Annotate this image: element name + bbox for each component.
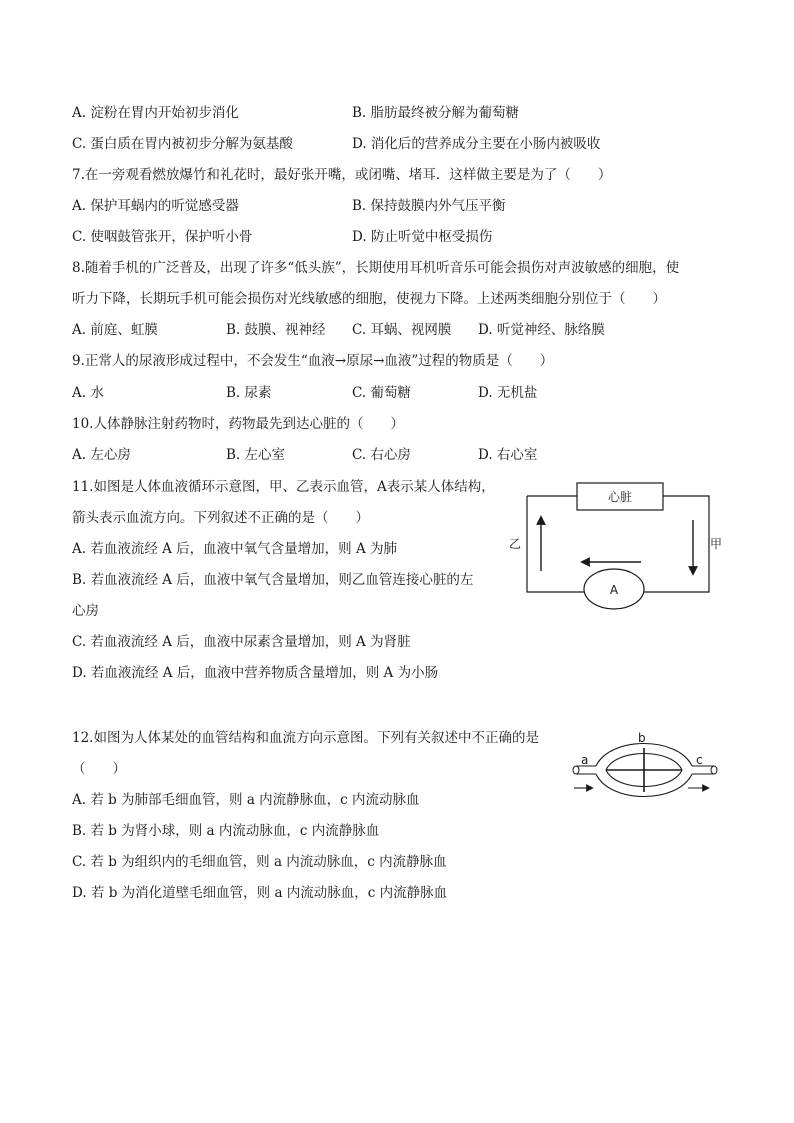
q9-option-c: C. 葡萄糖 bbox=[352, 385, 411, 401]
circulation-diagram bbox=[505, 476, 735, 610]
capillary-diagram bbox=[570, 726, 730, 798]
q11-option-c: C. 若血液流经 A 后，血液中尿素含量增加，则 A 为肾脏 bbox=[72, 634, 411, 650]
q7-option-c: C. 使咽鼓管张开，保护听小骨 bbox=[72, 229, 253, 245]
q6-option-a: A. 淀粉在胃内开始初步消化 bbox=[72, 105, 239, 121]
q7-option-d: D. 防止听觉中枢受损伤 bbox=[352, 229, 493, 245]
q8-stem-line1: 8.随着手机的广泛普及，出现了许多“低头族”，长期使用耳机听音乐可能会损伤对声波敏感的细胞，使 bbox=[72, 260, 680, 276]
q9-option-b: B. 尿素 bbox=[226, 385, 272, 401]
q11-stem-line1: 11.如图是人体血液循环示意图，甲、乙表示血管，A表示某人体结构， bbox=[72, 479, 495, 495]
q11-option-b-line1: B. 若血液流经 A 后，血液中氧气含量增加，则乙血管连接心脏的左 bbox=[72, 572, 474, 588]
q8-option-a: A. 前庭、虹膜 bbox=[72, 322, 158, 338]
q12-stem-line2: （ ） bbox=[72, 761, 126, 777]
q7-option-a: A. 保护耳蜗内的听觉感受器 bbox=[72, 198, 239, 214]
q12-stem-line1: 12.如图为人体某处的血管结构和血流方向示意图。下列有关叙述中不正确的是 bbox=[72, 730, 539, 746]
q8-option-b: B. 鼓膜、视神经 bbox=[226, 322, 326, 338]
q11-stem-line2: 箭头表示血流方向。下列叙述不正确的是（ ） bbox=[72, 510, 369, 526]
heart-label: 心脏 bbox=[607, 490, 633, 504]
q10-option-b: B. 左心室 bbox=[226, 447, 286, 463]
q9-option-a: A. 水 bbox=[72, 385, 104, 401]
structure-a-label: A bbox=[609, 583, 619, 597]
q10-option-d: D. 右心室 bbox=[478, 447, 538, 463]
label-c: c bbox=[696, 753, 703, 767]
q12-option-a: A. 若 b 为肺部毛细血管，则 a 内流静脉血，c 内流动脉血 bbox=[72, 792, 420, 808]
q11-option-d: D. 若血液流经 A 后，血液中营养物质含量增加，则 A 为小肠 bbox=[72, 665, 439, 681]
q11-option-a: A. 若血液流经 A 后，血液中氧气含量增加，则 A 为肺 bbox=[72, 541, 397, 557]
q6-option-d: D. 消化后的营养成分主要在小肠内被吸收 bbox=[352, 136, 601, 152]
q7-stem: 7.在一旁观看燃放爆竹和礼花时，最好张开嘴，或闭嘴、堵耳．这样做主要是为了（ ） bbox=[72, 167, 612, 183]
q10-option-a: A. 左心房 bbox=[72, 447, 131, 463]
q6-option-b: B. 脂肪最终被分解为葡萄糖 bbox=[352, 105, 520, 121]
q10-stem: 10.人体静脉注射药物时，药物最先到达心脏的（ ） bbox=[72, 416, 404, 432]
q6-option-c: C. 蛋白质在胃内被初步分解为氨基酸 bbox=[72, 136, 293, 152]
q8-option-d: D. 听觉神经、脉络膜 bbox=[478, 322, 605, 338]
q10-option-c: C. 右心房 bbox=[352, 447, 411, 463]
label-b: b bbox=[638, 731, 646, 745]
q9-stem: 9.正常人的尿液形成过程中，不会发生“血液→原尿→血液”过程的物质是（ ） bbox=[72, 353, 554, 369]
q12-option-d: D. 若 b 为消化道壁毛细血管，则 a 内流动脉血，c 内流静脉血 bbox=[72, 885, 448, 901]
q9-option-d: D. 无机盐 bbox=[478, 385, 538, 401]
q12-option-c: C. 若 b 为组织内的毛细血管，则 a 内流动脉血，c 内流静脉血 bbox=[72, 854, 447, 870]
q12-option-b: B. 若 b 为肾小球，则 a 内流动脉血，c 内流静脉血 bbox=[72, 823, 380, 839]
vessel-yi-label: 乙 bbox=[509, 537, 522, 551]
q8-option-c: C. 耳蜗、视网膜 bbox=[352, 322, 452, 338]
label-a: a bbox=[581, 753, 589, 767]
q11-option-b-line2: 心房 bbox=[72, 603, 99, 619]
q7-option-b: B. 保持鼓膜内外气压平衡 bbox=[352, 198, 506, 214]
q8-stem-line2: 听力下降，长期玩手机可能会损伤对光线敏感的细胞，使视力下降。上述两类细胞分别位于（ ） bbox=[72, 291, 666, 307]
vessel-jia-label: 甲 bbox=[710, 537, 723, 551]
